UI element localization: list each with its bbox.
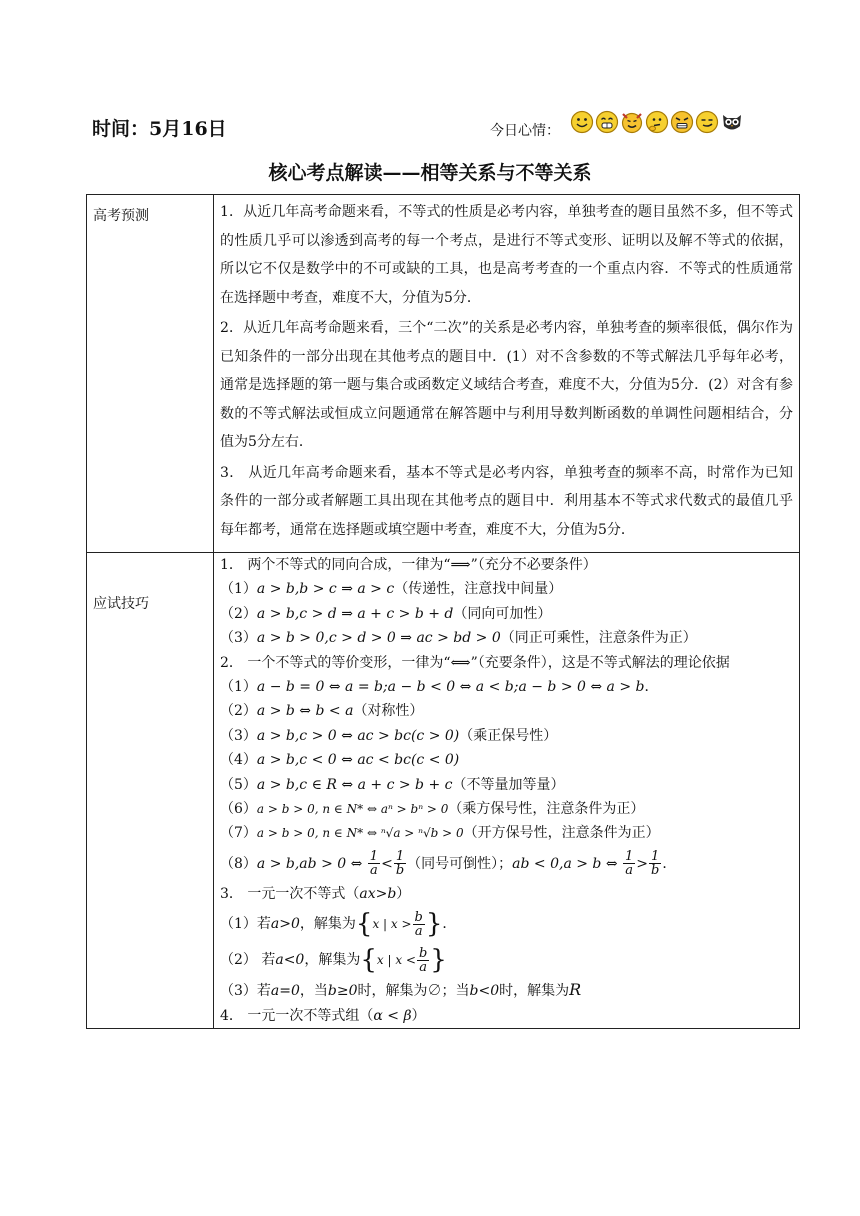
tips-heading-1: 1． 两个不等式的同向合成，一律为“⟹”（充分不必要条件） — [220, 557, 597, 573]
fraction: $\frac{1}{b}$ — [651, 849, 660, 879]
list-item: （2） 若a<0，解集为{x | x < $\frac{b}{a}$ } — [220, 945, 447, 976]
mood-icons — [570, 110, 744, 134]
tips-content — [214, 553, 800, 1029]
list-item: （1）a > b,b > c ⇒ a > c（传递性，注意找中间量） — [220, 581, 563, 598]
list-item: （5）a > b,c ∈ R ⇔ a + c > b + c（不等量加等量） — [220, 776, 565, 793]
list-item: （7）a > b > 0, n ∈ N* ⇔ ⁿ√a > ⁿ√b > 0（开方保号性，注意条件为正） — [220, 825, 660, 842]
tips-heading-4: 4． 一元一次不等式组（α < β） — [220, 1007, 426, 1024]
owl-face-icon — [720, 110, 744, 134]
forecast-paragraph-2: 2．从近几年高考命题来看，三个“二次”的关系是必考内容，单独考查的频率很低，偶尔作为已知条件的一部分出现在其他考点的题目中．(1）对不含参数的不等式解法几乎每年必考，通常是选择题的第一题与集合或函数定义域结合考查，难度不大，分值为5分．(2）对含有参数的不等式解法或恒成立问题通常在解答题中与利用导数判断函数的单调性问题相结合，分值为5分左右． — [220, 320, 793, 450]
thinking-face-icon — [645, 110, 669, 134]
list-item: （1）若a>0，解集为{x | x > $\frac{b}{a}$ }． — [220, 909, 457, 940]
list-item: （3）a > b,c > 0 ⇔ ac > bc(c > 0)（乘正保号性） — [220, 727, 558, 744]
list-item: （4）a > b,c < 0 ⇔ ac < bc(c < 0) — [220, 752, 460, 769]
smirk-face-icon — [695, 110, 719, 134]
devil-face-icon — [620, 110, 644, 134]
table-row-tips — [87, 553, 800, 1029]
tips-label: 应试技巧 — [93, 596, 149, 612]
list-item-reciprocal: （8）a > b,ab > 0 ⇔ $\frac{1}{a}$ < $\frac{1}{b}$ （同号可倒性）；ab < 0,a > b ⇔ $\frac{1}{a}$ > $\frac{1}{b}$ ． — [220, 849, 677, 879]
mood-label: 今日心情： — [490, 123, 560, 139]
list-item: （1）a − b = 0 ⇔ a = b;a − b < 0 ⇔ a < b;a − b > 0 ⇔ a > b． — [220, 679, 659, 696]
fraction: $\frac{1}{a}$ — [369, 849, 379, 879]
list-item: （3）若a=0，当b≥0时，解集为∅；当b<0时，解集为R — [220, 980, 582, 1000]
forecast-paragraph-3: 3． 从近几年高考命题来看，基本不等式是必考内容，单独考查的频率不高，时常作为已知条件的一部分或者解题工具出现在其他考点的题目中．利用基本不等式求代数式的最值几乎每年都考，通常在选择题或填空题中考查，难度不大，分值为5分． — [220, 464, 793, 538]
angry-face-icon — [670, 110, 694, 134]
row-label-forecast: 高考预测 — [87, 195, 214, 553]
forecast-content — [214, 195, 800, 553]
list-item: （2）a > b,c > d ⇒ a + c > b + d（同向可加性） — [220, 605, 552, 622]
fraction: $\frac{1}{b}$ — [395, 849, 405, 879]
tips-heading-2: 2． 一个不等式的等价变形，一律为“⟺”（充要条件），这是不等式解法的理论依据 — [220, 654, 730, 671]
table-row-forecast — [87, 195, 800, 553]
forecast-paragraph-1: 1．从近几年高考命题来看，不等式的性质是必考内容，单独考查的题目虽然不多，但不等式的性质几乎可以渗透到高考的每一个考点，是进行不等式变形、证明以及解不等式的依据，所以它不仅是数学中的不可或缺的工具，也是高考考查的一个重点内容．不等式的性质通常在选择题中考查，难度不大，分值为5分． — [220, 204, 793, 306]
list-item: （2）a > b ⇔ b < a（对称性） — [220, 703, 424, 720]
grin-face-icon — [595, 110, 619, 134]
row-label-tips — [87, 553, 214, 1029]
smile-face-icon — [570, 110, 594, 134]
list-item: （6）a > b > 0, n ∈ N* ⇔ aⁿ > bⁿ > 0（乘方保号性，注意条件为正） — [220, 801, 645, 818]
content-table — [86, 194, 800, 1029]
page-title: 核心考点解读——相等关系与不等关系 — [268, 162, 592, 184]
list-item: （3）a > b > 0,c > d > 0 ⇒ ac > bd > 0（同正可乘性，注意条件为正） — [220, 630, 697, 647]
tips-heading-3: 3． 一元一次不等式（ax>b） — [220, 885, 411, 902]
page-header — [92, 114, 772, 146]
fraction: $\frac{1}{a}$ — [625, 849, 634, 879]
date-label: 时间：5月16日 — [92, 118, 227, 140]
